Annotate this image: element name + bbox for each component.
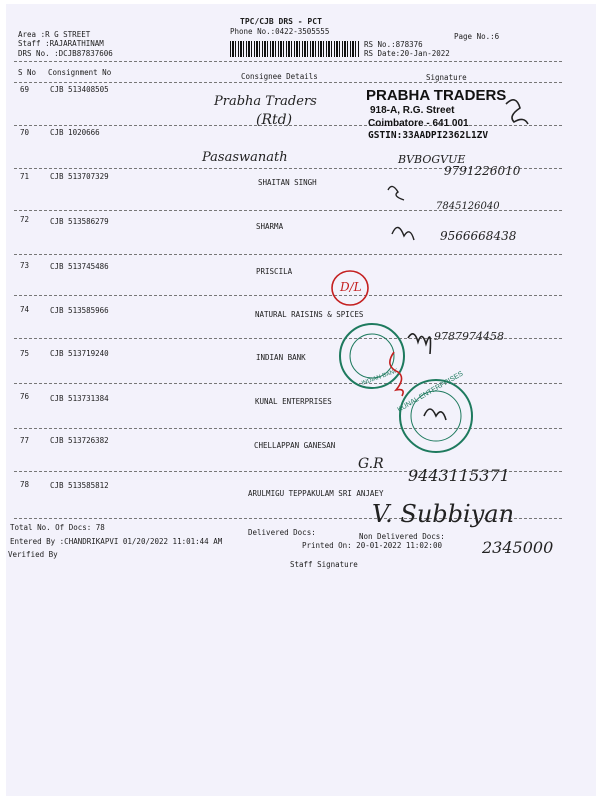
drs-number: DRS No. :DCJB87837606 [18, 49, 113, 58]
verified-by: Verified By [8, 550, 58, 559]
row-consignee: INDIAN BANK [256, 353, 306, 362]
page-number: Page No.:6 [454, 32, 500, 41]
handwritten-dl-mark: D/L [340, 280, 362, 294]
row-sno: 76 [20, 392, 30, 401]
rs-date: RS Date:20-Jan-2022 [364, 49, 450, 58]
row-consignment: CJB 513745486 [50, 262, 109, 271]
printed-on: Printed On: 20-01-2022 11:02:00 [302, 541, 442, 550]
row-sno: 73 [20, 261, 30, 270]
staff-signature-label: Staff Signature [290, 560, 358, 569]
handwritten-signature: BVBOGVUE [398, 153, 466, 166]
row-consignment: CJB 513719240 [50, 349, 109, 358]
column-header-sno: S No [18, 68, 37, 77]
row-consignee: SHAITAN SINGH [258, 178, 317, 187]
row-consignee: NATURAL RAISINS & SPICES [255, 310, 364, 319]
row-sno: 69 [20, 85, 30, 94]
row-consignee: CHELLAPPAN GANESAN [254, 441, 336, 450]
seal-text: INDIAN BANK [360, 368, 400, 387]
signature-scribble [388, 186, 414, 240]
non-delivered-docs: Non Delivered Docs: [359, 532, 445, 541]
row-sno: 72 [20, 215, 30, 224]
total-docs: Total No. Of Docs: 78 [10, 523, 105, 532]
row-consignee: KUNAL ENTERPRISES [255, 397, 332, 406]
row-consignment: CJB 513585966 [50, 306, 109, 315]
handwritten-consignee-note: (Rtd) [256, 112, 293, 128]
row-sno: 74 [20, 305, 30, 314]
row-sno: 75 [20, 349, 30, 358]
stamp-gstin: GSTIN:33AADPI2362L1ZV [368, 130, 489, 141]
phone-number: Phone No.:0422-3505555 [230, 27, 330, 36]
area-label: Area :R G STREET [18, 30, 91, 39]
row-consignment: CJB 513586279 [50, 217, 109, 226]
delivered-docs: Delivered Docs: [248, 528, 316, 537]
signature-scribble [424, 409, 446, 420]
entered-by: Entered By :CHANDRIKAPVI 01/20/2022 11:01:44 AM [10, 537, 223, 546]
rs-number: RS No.:878376 [364, 40, 423, 49]
handwritten-phone: 9443115371 [408, 466, 510, 485]
signature-scribble [506, 100, 528, 124]
handwritten-phone: 9787974458 [434, 330, 504, 343]
handwritten-phone: 9566668438 [440, 229, 517, 243]
row-consignment: CJB 513585812 [50, 481, 109, 490]
column-header-signature: Signature [426, 73, 467, 82]
stamp-name: PRABHA TRADERS [366, 87, 507, 104]
handwritten-consignee: Prabha Traders [214, 94, 317, 109]
handwritten-signature: V. Subbiyan [372, 500, 515, 528]
handwritten-initials: G.R [358, 456, 384, 472]
handwritten-phone: 7845126040 [436, 201, 500, 212]
stamp-city: Coimbatore - 641 001 [368, 118, 469, 129]
row-consignment: CJB 513726382 [50, 436, 109, 445]
seal-text: KUNAL ENTERPRISES [396, 370, 465, 414]
row-consignee: PRISCILA [256, 267, 293, 276]
row-sno: 71 [20, 172, 30, 181]
row-sno: 78 [20, 480, 30, 489]
ink-marks [6, 4, 596, 796]
drs-document [6, 4, 596, 796]
stamp-address: 918-A, R.G. Street [370, 105, 455, 116]
red-circle-mark [332, 271, 368, 305]
column-header-consignee: Consignee Details [241, 72, 318, 81]
row-sno: 77 [20, 436, 30, 445]
row-consignment: CJB 1020666 [50, 128, 100, 137]
staff-label: Staff :RAJARATHINAM [18, 39, 104, 48]
row-consignment: CJB 513408505 [50, 85, 109, 94]
handwritten-number: 2345000 [482, 538, 554, 557]
column-header-consignment: Consignment No [48, 68, 112, 77]
handwritten-consignee: Pasaswanath [202, 150, 288, 165]
row-consignee: ARULMIGU TEPPAKULAM SRI ANJAEY [248, 489, 384, 498]
handwritten-phone: 9791226010 [444, 164, 521, 178]
signature-scribble [408, 334, 431, 354]
document-title: TPC/CJB DRS - PCT [240, 17, 322, 26]
row-consignment: CJB 513731384 [50, 394, 109, 403]
row-sno: 70 [20, 128, 30, 137]
row-consignee: SHARMA [256, 222, 284, 231]
row-consignment: CJB 513707329 [50, 172, 109, 181]
